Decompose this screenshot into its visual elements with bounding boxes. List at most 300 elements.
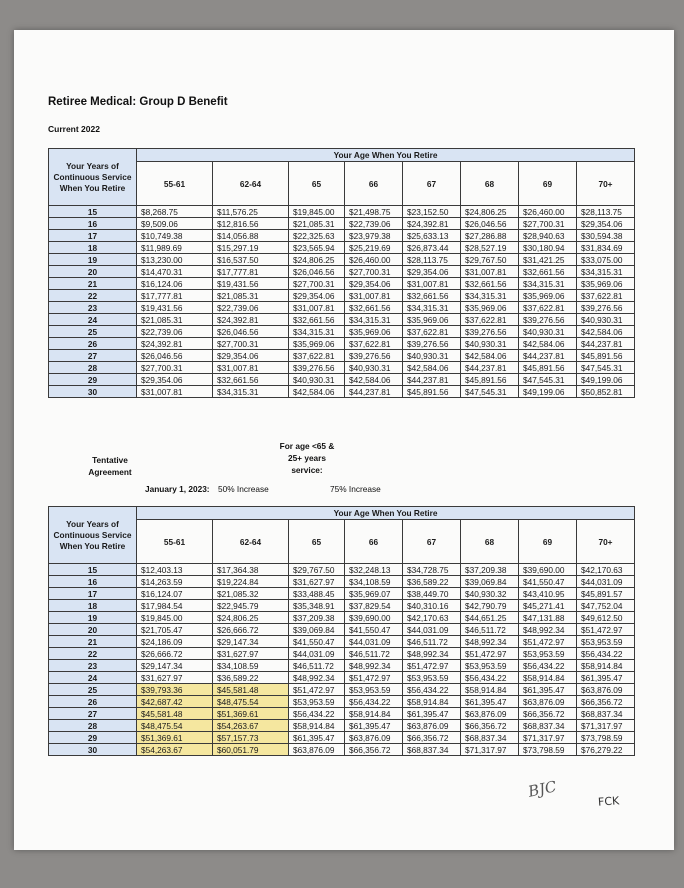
amount-cell: $38,449.70: [403, 588, 461, 600]
table-row: [49, 386, 635, 398]
amount-cell: $58,914.84: [577, 660, 635, 672]
amount-cell: $51,472.97: [403, 660, 461, 672]
years-cell: 29: [49, 374, 137, 386]
amount-cell: $23,152.50: [403, 206, 461, 218]
amount-cell: $49,199.06: [519, 386, 577, 398]
years-cell: 17: [49, 230, 137, 242]
amount-cell: $32,661.56: [345, 302, 403, 314]
amount-cell: $16,537.50: [213, 254, 289, 266]
amount-cell: $34,315.31: [461, 290, 519, 302]
amount-cell: $21,085.31: [137, 314, 213, 326]
table-row: [49, 218, 635, 230]
amount-cell: $46,511.72: [345, 648, 403, 660]
table-row: [49, 612, 635, 624]
amount-cell: $53,953.59: [403, 672, 461, 684]
age-service-note: For age <65 & 25+ years service:: [279, 441, 335, 475]
amount-cell: $37,622.81: [461, 314, 519, 326]
amount-cell: $63,876.09: [289, 744, 345, 756]
amount-cell: $45,581.48: [137, 708, 213, 720]
amount-cell: $71,317.97: [519, 732, 577, 744]
amount-cell: $28,113.75: [577, 206, 635, 218]
amount-cell: $19,845.00: [289, 206, 345, 218]
amount-cell: $29,147.34: [213, 636, 289, 648]
amount-cell: $40,930.31: [403, 350, 461, 362]
tentative-agreement-label: Tentative Agreement: [88, 455, 132, 477]
amount-cell: $28,527.19: [461, 242, 519, 254]
amount-cell: $19,845.00: [137, 612, 213, 624]
amount-cell: $44,237.81: [461, 362, 519, 374]
years-cell: 22: [49, 648, 137, 660]
amount-cell: $17,364.38: [213, 564, 289, 576]
amount-cell: $76,279.22: [577, 744, 635, 756]
amount-cell: $29,354.06: [213, 350, 289, 362]
amount-cell: $26,666.72: [213, 624, 289, 636]
years-cell: 24: [49, 672, 137, 684]
age-col-header: 70+: [577, 162, 635, 206]
amount-cell: $29,354.06: [289, 290, 345, 302]
amount-cell: $63,876.09: [345, 732, 403, 744]
years-cell: 26: [49, 696, 137, 708]
table-row: [49, 684, 635, 696]
amount-cell: $37,209.38: [289, 612, 345, 624]
amount-cell: $16,124.07: [137, 588, 213, 600]
amount-cell: $24,392.81: [213, 314, 289, 326]
amount-cell: $39,276.56: [461, 326, 519, 338]
amount-cell: $36,589.22: [403, 576, 461, 588]
amount-cell: $66,356.72: [577, 696, 635, 708]
increase-75-label: 75% Increase: [330, 484, 381, 494]
amount-cell: $63,876.09: [403, 720, 461, 732]
page-title: Retiree Medical: Group D Benefit: [48, 96, 228, 108]
amount-cell: $48,992.34: [289, 672, 345, 684]
amount-cell: $40,930.31: [519, 326, 577, 338]
age-col-header: 62-64: [213, 162, 289, 206]
amount-cell: $26,666.72: [137, 648, 213, 660]
table-row: [49, 242, 635, 254]
amount-cell: $42,170.63: [403, 612, 461, 624]
amount-cell: $45,581.48: [213, 684, 289, 696]
amount-cell: $46,511.72: [403, 636, 461, 648]
amount-cell: $17,777.81: [213, 266, 289, 278]
amount-cell: $30,180.94: [519, 242, 577, 254]
amount-cell: $53,953.59: [345, 684, 403, 696]
amount-cell: $32,661.56: [519, 266, 577, 278]
amount-cell: $51,472.97: [345, 672, 403, 684]
tentative-table-body: [49, 564, 635, 756]
amount-cell: $66,356.72: [403, 732, 461, 744]
amount-cell: $63,876.09: [461, 708, 519, 720]
age-col-header: 66: [345, 520, 403, 564]
amount-cell: $31,627.97: [289, 576, 345, 588]
amount-cell: $58,914.84: [519, 672, 577, 684]
amount-cell: $15,297.19: [213, 242, 289, 254]
amount-cell: $40,930.31: [345, 362, 403, 374]
amount-cell: $35,969.06: [345, 326, 403, 338]
amount-cell: $24,806.25: [461, 206, 519, 218]
amount-cell: $31,007.81: [137, 386, 213, 398]
amount-cell: $48,992.34: [461, 636, 519, 648]
years-cell: 25: [49, 326, 137, 338]
amount-cell: $31,007.81: [213, 362, 289, 374]
years-cell: 28: [49, 720, 137, 732]
amount-cell: $45,891.57: [577, 588, 635, 600]
amount-cell: $35,969.07: [345, 588, 403, 600]
table-row: [49, 350, 635, 362]
amount-cell: $66,356.72: [345, 744, 403, 756]
amount-cell: $29,147.34: [137, 660, 213, 672]
amount-cell: $34,315.31: [213, 386, 289, 398]
amount-cell: $51,472.97: [289, 684, 345, 696]
table-row: [49, 338, 635, 350]
amount-cell: $23,979.38: [345, 230, 403, 242]
amount-cell: $39,793.36: [137, 684, 213, 696]
table-row: [49, 576, 635, 588]
amount-cell: $44,237.81: [577, 338, 635, 350]
amount-cell: $68,837.34: [461, 732, 519, 744]
amount-cell: $53,953.59: [461, 660, 519, 672]
amount-cell: $35,969.06: [519, 290, 577, 302]
amount-cell: $28,940.63: [519, 230, 577, 242]
table-row: [49, 266, 635, 278]
amount-cell: $68,837.34: [577, 708, 635, 720]
amount-cell: $49,612.50: [577, 612, 635, 624]
table-row: [49, 230, 635, 242]
amount-cell: $19,224.84: [213, 576, 289, 588]
years-cell: 25: [49, 684, 137, 696]
amount-cell: $34,315.31: [345, 314, 403, 326]
amount-cell: $37,209.38: [461, 564, 519, 576]
amount-cell: $54,263.67: [137, 744, 213, 756]
amount-cell: $31,834.69: [577, 242, 635, 254]
table-row: [49, 362, 635, 374]
amount-cell: $26,046.56: [461, 218, 519, 230]
amount-cell: $34,315.31: [289, 326, 345, 338]
amount-cell: $40,930.31: [461, 338, 519, 350]
table-row: [49, 708, 635, 720]
amount-cell: $29,354.06: [403, 266, 461, 278]
age-col-header: 68: [461, 520, 519, 564]
years-cell: 15: [49, 206, 137, 218]
amount-cell: $42,584.06: [345, 374, 403, 386]
years-cell: 19: [49, 612, 137, 624]
table-row: [49, 326, 635, 338]
age-col-header: 67: [403, 520, 461, 564]
amount-cell: $42,584.06: [289, 386, 345, 398]
amount-cell: $22,739.06: [213, 302, 289, 314]
amount-cell: $27,700.31: [519, 218, 577, 230]
amount-cell: $31,421.25: [519, 254, 577, 266]
table-row: [49, 636, 635, 648]
amount-cell: $47,131.88: [519, 612, 577, 624]
amount-cell: $35,969.06: [577, 278, 635, 290]
age-span-header: Your Age When You Retire: [137, 149, 635, 162]
amount-cell: $11,989.69: [137, 242, 213, 254]
amount-cell: $53,953.59: [289, 696, 345, 708]
amount-cell: $58,914.84: [461, 684, 519, 696]
years-header: Your Years of Continuous Service When You Retire: [49, 149, 137, 206]
years-cell: 19: [49, 254, 137, 266]
amount-cell: $22,945.79: [213, 600, 289, 612]
amount-cell: $9,509.06: [137, 218, 213, 230]
amount-cell: $41,550.47: [345, 624, 403, 636]
years-cell: 27: [49, 708, 137, 720]
amount-cell: $44,031.09: [345, 636, 403, 648]
amount-cell: $29,354.06: [345, 278, 403, 290]
amount-cell: $48,475.54: [213, 696, 289, 708]
amount-cell: $45,891.56: [519, 362, 577, 374]
amount-cell: $12,816.56: [213, 218, 289, 230]
amount-cell: $44,237.81: [403, 374, 461, 386]
amount-cell: $45,891.56: [577, 350, 635, 362]
amount-cell: $61,395.47: [289, 732, 345, 744]
table-row: [49, 732, 635, 744]
years-cell: 17: [49, 588, 137, 600]
amount-cell: $56,434.22: [345, 696, 403, 708]
age-col-header: 69: [519, 520, 577, 564]
amount-cell: $51,369.61: [213, 708, 289, 720]
amount-cell: $66,356.72: [461, 720, 519, 732]
table-row: [49, 564, 635, 576]
amount-cell: $37,622.81: [289, 350, 345, 362]
amount-cell: $44,031.09: [289, 648, 345, 660]
age-col-header: 66: [345, 162, 403, 206]
amount-cell: $44,031.09: [577, 576, 635, 588]
amount-cell: $51,472.97: [577, 624, 635, 636]
amount-cell: $27,700.31: [345, 266, 403, 278]
amount-cell: $57,157.73: [213, 732, 289, 744]
amount-cell: $40,930.31: [577, 314, 635, 326]
amount-cell: $66,356.72: [519, 708, 577, 720]
years-cell: 20: [49, 266, 137, 278]
amount-cell: $29,767.50: [289, 564, 345, 576]
years-cell: 21: [49, 636, 137, 648]
amount-cell: $56,434.22: [519, 660, 577, 672]
table-row: [49, 660, 635, 672]
amount-cell: $26,460.00: [345, 254, 403, 266]
amount-cell: $27,700.31: [137, 362, 213, 374]
age-col-header: 62-64: [213, 520, 289, 564]
years-cell: 15: [49, 564, 137, 576]
table-row: [49, 624, 635, 636]
amount-cell: $43,410.95: [519, 588, 577, 600]
amount-cell: $48,992.34: [403, 648, 461, 660]
current-label: Current 2022: [48, 124, 100, 134]
amount-cell: $13,230.00: [137, 254, 213, 266]
amount-cell: $41,550.47: [519, 576, 577, 588]
amount-cell: $24,392.81: [137, 338, 213, 350]
years-cell: 23: [49, 660, 137, 672]
amount-cell: $40,310.16: [403, 600, 461, 612]
age-col-header: 70+: [577, 520, 635, 564]
amount-cell: $61,395.47: [461, 696, 519, 708]
amount-cell: $61,395.47: [577, 672, 635, 684]
amount-cell: $54,263.67: [213, 720, 289, 732]
amount-cell: $71,317.97: [577, 720, 635, 732]
amount-cell: $34,315.31: [519, 278, 577, 290]
amount-cell: $60,051.79: [213, 744, 289, 756]
amount-cell: $34,728.75: [403, 564, 461, 576]
amount-cell: $46,511.72: [461, 624, 519, 636]
years-cell: 30: [49, 386, 137, 398]
age-col-header: 67: [403, 162, 461, 206]
amount-cell: $37,829.54: [345, 600, 403, 612]
age-col-header: 55-61: [137, 520, 213, 564]
amount-cell: $26,046.56: [137, 350, 213, 362]
years-cell: 22: [49, 290, 137, 302]
amount-cell: $42,584.06: [577, 326, 635, 338]
amount-cell: $39,276.56: [289, 362, 345, 374]
amount-cell: $35,969.06: [403, 314, 461, 326]
amount-cell: $14,056.88: [213, 230, 289, 242]
amount-cell: $36,589.22: [213, 672, 289, 684]
amount-cell: $53,953.59: [577, 636, 635, 648]
amount-cell: $32,661.56: [461, 278, 519, 290]
amount-cell: $39,069.84: [461, 576, 519, 588]
amount-cell: $34,108.59: [213, 660, 289, 672]
handwritten-initials-fck: FCK: [597, 794, 620, 809]
amount-cell: $32,661.56: [403, 290, 461, 302]
amount-cell: $22,739.06: [137, 326, 213, 338]
amount-cell: $40,930.32: [461, 588, 519, 600]
amount-cell: $26,046.56: [213, 326, 289, 338]
amount-cell: $31,007.81: [345, 290, 403, 302]
amount-cell: $35,969.06: [289, 338, 345, 350]
amount-cell: $41,550.47: [289, 636, 345, 648]
amount-cell: $25,219.69: [345, 242, 403, 254]
table-row: [49, 314, 635, 326]
amount-cell: $25,633.13: [403, 230, 461, 242]
amount-cell: $37,622.81: [577, 290, 635, 302]
amount-cell: $21,085.32: [213, 588, 289, 600]
amount-cell: $35,348.91: [289, 600, 345, 612]
amount-cell: $12,403.13: [137, 564, 213, 576]
amount-cell: $56,434.22: [403, 684, 461, 696]
table-row: [49, 254, 635, 266]
amount-cell: $24,392.81: [403, 218, 461, 230]
table-row: [49, 302, 635, 314]
amount-cell: $14,470.31: [137, 266, 213, 278]
amount-cell: $47,545.31: [461, 386, 519, 398]
amount-cell: $44,237.81: [345, 386, 403, 398]
years-cell: 27: [49, 350, 137, 362]
amount-cell: $26,460.00: [519, 206, 577, 218]
amount-cell: $37,622.81: [345, 338, 403, 350]
amount-cell: $42,584.06: [519, 338, 577, 350]
table-row: [49, 588, 635, 600]
table-row: [49, 374, 635, 386]
amount-cell: $47,545.31: [577, 362, 635, 374]
amount-cell: $27,700.31: [213, 338, 289, 350]
amount-cell: $45,891.56: [403, 386, 461, 398]
amount-cell: $35,969.06: [461, 302, 519, 314]
amount-cell: $45,271.41: [519, 600, 577, 612]
amount-cell: $29,767.50: [461, 254, 519, 266]
amount-cell: $47,752.04: [577, 600, 635, 612]
amount-cell: $32,661.56: [213, 374, 289, 386]
amount-cell: $22,739.06: [345, 218, 403, 230]
table-row: [49, 696, 635, 708]
amount-cell: $31,627.97: [213, 648, 289, 660]
amount-cell: $29,354.06: [137, 374, 213, 386]
amount-cell: $31,007.81: [403, 278, 461, 290]
years-cell: 18: [49, 600, 137, 612]
amount-cell: $71,317.97: [461, 744, 519, 756]
amount-cell: $32,248.13: [345, 564, 403, 576]
amount-cell: $8,268.75: [137, 206, 213, 218]
table-row: [49, 744, 635, 756]
amount-cell: $40,930.31: [289, 374, 345, 386]
years-cell: 26: [49, 338, 137, 350]
amount-cell: $44,237.81: [519, 350, 577, 362]
amount-cell: $31,007.81: [461, 266, 519, 278]
amount-cell: $37,622.81: [403, 326, 461, 338]
amount-cell: $58,914.84: [345, 708, 403, 720]
table-row: [49, 600, 635, 612]
amount-cell: $32,661.56: [289, 314, 345, 326]
amount-cell: $22,325.63: [289, 230, 345, 242]
amount-cell: $21,705.47: [137, 624, 213, 636]
amount-cell: $21,085.31: [213, 290, 289, 302]
amount-cell: $49,199.06: [577, 374, 635, 386]
amount-cell: $47,545.31: [519, 374, 577, 386]
years-cell: 24: [49, 314, 137, 326]
amount-cell: $39,276.56: [345, 350, 403, 362]
years-cell: 29: [49, 732, 137, 744]
years-cell: 16: [49, 576, 137, 588]
amount-cell: $48,992.34: [345, 660, 403, 672]
amount-cell: $31,007.81: [289, 302, 345, 314]
amount-cell: $44,031.09: [403, 624, 461, 636]
age-col-header: 55-61: [137, 162, 213, 206]
amount-cell: $56,434.22: [577, 648, 635, 660]
amount-cell: $14,263.59: [137, 576, 213, 588]
amount-cell: $39,690.00: [345, 612, 403, 624]
years-cell: 21: [49, 278, 137, 290]
table-row: [49, 720, 635, 732]
amount-cell: $45,891.56: [461, 374, 519, 386]
current-table-body: [49, 206, 635, 398]
amount-cell: $17,984.54: [137, 600, 213, 612]
amount-cell: $44,651.25: [461, 612, 519, 624]
age-col-header: 65: [289, 520, 345, 564]
amount-cell: $61,395.47: [345, 720, 403, 732]
amount-cell: $39,690.00: [519, 564, 577, 576]
amount-cell: $34,108.59: [345, 576, 403, 588]
amount-cell: $39,069.84: [289, 624, 345, 636]
tentative-benefit-table: [48, 506, 635, 756]
amount-cell: $56,434.22: [461, 672, 519, 684]
effective-date-label: January 1, 2023:: [145, 484, 210, 494]
amount-cell: $68,837.34: [403, 744, 461, 756]
amount-cell: $68,837.34: [519, 720, 577, 732]
amount-cell: $42,584.06: [403, 362, 461, 374]
amount-cell: $33,075.00: [577, 254, 635, 266]
amount-cell: $31,627.97: [137, 672, 213, 684]
years-header: Your Years of Continuous Service When You Retire: [49, 507, 137, 564]
amount-cell: $46,511.72: [289, 660, 345, 672]
current-benefit-table: [48, 148, 635, 398]
amount-cell: $42,687.42: [137, 696, 213, 708]
amount-cell: $26,046.56: [289, 266, 345, 278]
amount-cell: $61,395.47: [403, 708, 461, 720]
amount-cell: $19,431.56: [137, 302, 213, 314]
amount-cell: $48,475.54: [137, 720, 213, 732]
years-cell: 23: [49, 302, 137, 314]
amount-cell: $34,315.31: [403, 302, 461, 314]
amount-cell: $58,914.84: [289, 720, 345, 732]
increase-50-label: 50% Increase: [218, 484, 269, 494]
amount-cell: $48,992.34: [519, 624, 577, 636]
